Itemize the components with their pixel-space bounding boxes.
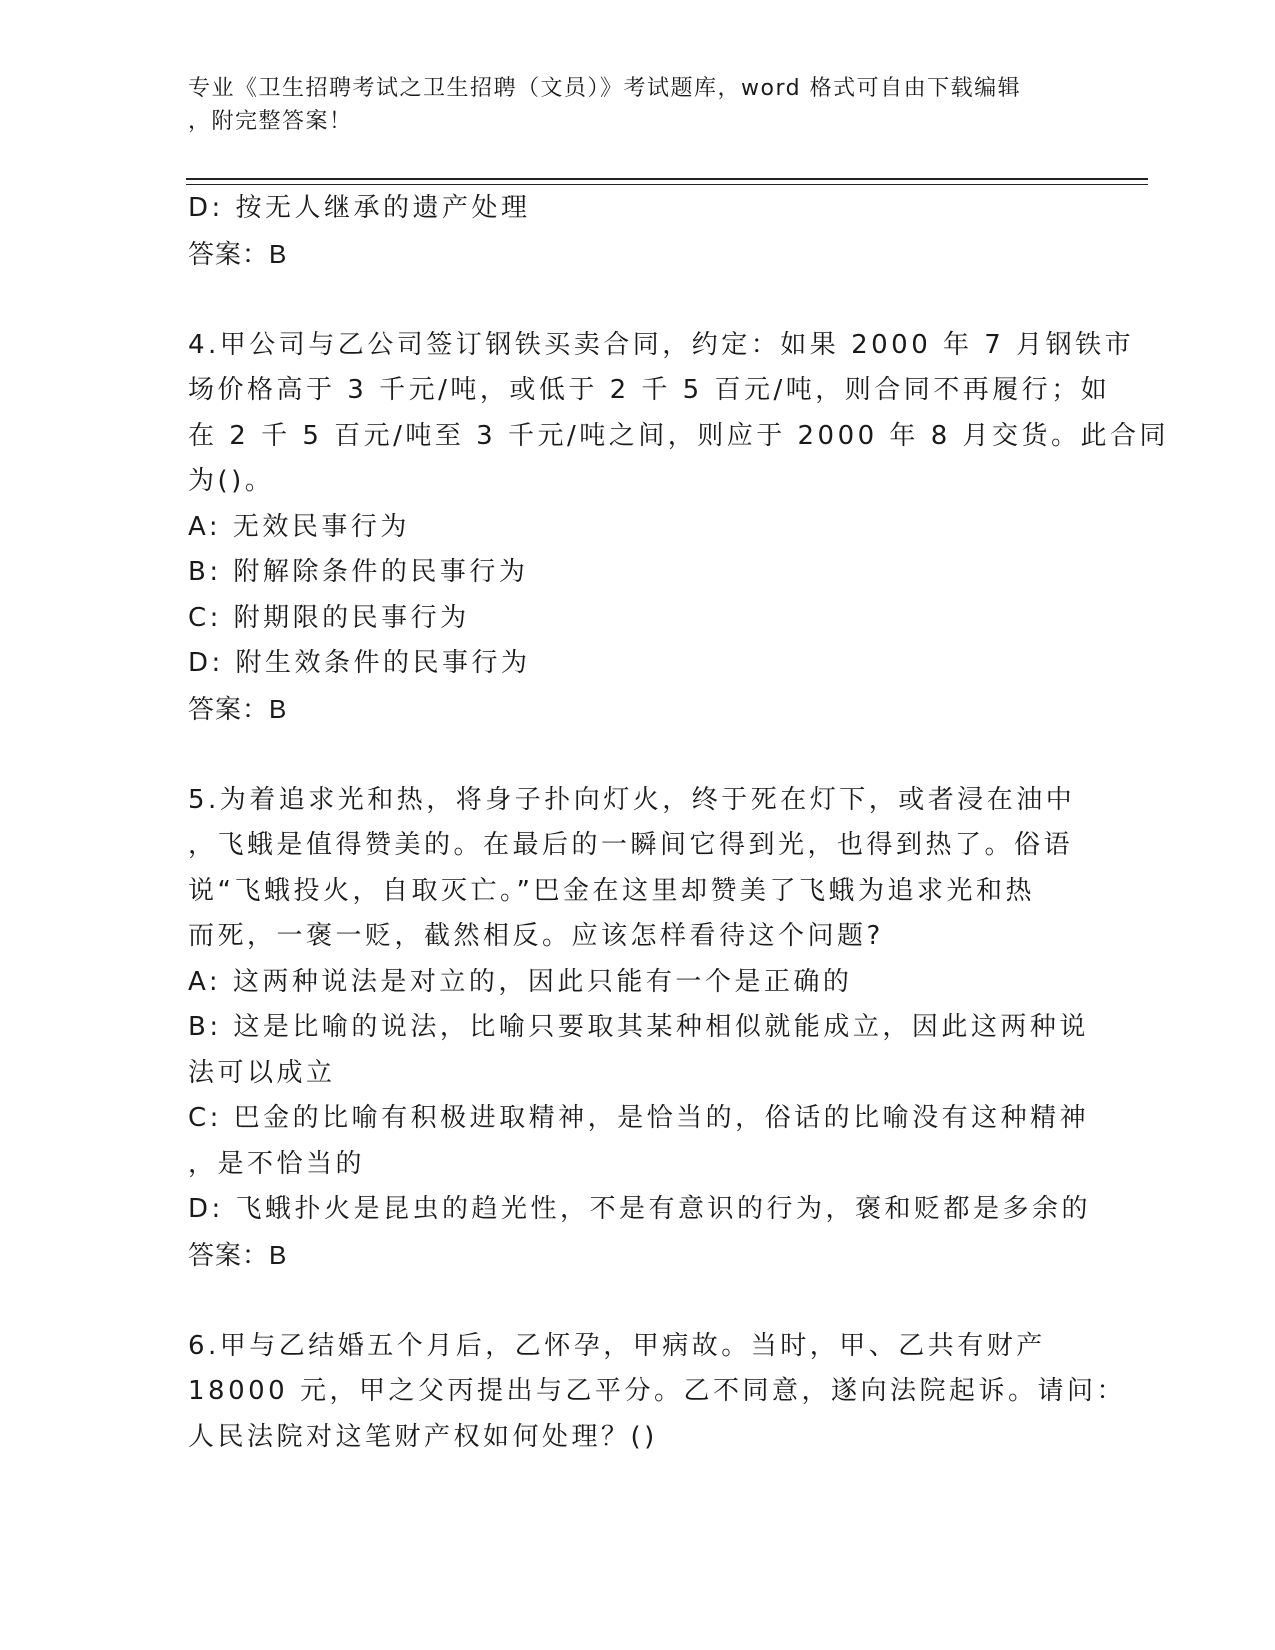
question-text-line: 而死，一褒一贬，截然相反。应该怎样看待这个问题?	[188, 921, 884, 951]
spacer	[188, 1278, 1088, 1324]
question-text-line: 说“飞蛾投火，自取灭亡。”巴金在这里却赞美了飞蛾为追求光和热	[188, 875, 1035, 906]
header-line-2: ，附完整答案！	[188, 109, 353, 134]
header-rule-thick	[186, 178, 1148, 180]
option-d: D: 按无人继承的遗产处理	[188, 193, 531, 223]
option-c: C: 附期限的民事行为	[188, 602, 470, 633]
question-5	[188, 778, 1092, 1279]
header-line-1: 专业《卫生招聘考试之卫生招聘（文员）》考试题库，word 格式可自由下载编辑	[188, 76, 1022, 101]
spacer	[188, 732, 1088, 778]
question-text-line: 在 2 千 5 百元/吨至 3 千元/吨之间，则应于 2000 年 8 月交货。此合同	[188, 420, 1170, 451]
question-text-line: 为()。	[188, 466, 275, 496]
question-4	[188, 323, 1170, 733]
option-a: A: 无效民事行为	[188, 511, 410, 542]
question-text-line: 4.甲公司与乙公司签订钢铁买卖合同，约定：如果 2000 年 7 月钢铁市	[188, 329, 1135, 360]
question-text-line: 6.甲与乙结婚五个月后，乙怀孕，甲病故。当时，甲、乙共有财产	[188, 1330, 1046, 1361]
question-text-line: 18000 元，甲之父丙提出与乙平分。乙不同意，遂向法院起诉。请问：	[188, 1376, 1126, 1406]
option-d: D: 附生效条件的民事行为	[188, 648, 531, 678]
option-b: B: 附解除条件的民事行为	[188, 557, 529, 587]
header-rule-thin	[186, 184, 1148, 185]
document-header	[188, 72, 1088, 138]
question-text-line: 人民法院对这笔财产权如何处理？()	[188, 1421, 658, 1452]
question-6	[188, 1324, 1126, 1461]
question-text-line: 场价格高于 3 千元/吨，或低于 2 千 5 百元/吨，则合同不再履行；如	[188, 375, 1111, 405]
answer: 答案：B	[188, 1239, 288, 1270]
option-a: A: 这两种说法是对立的，因此只能有一个是正确的	[188, 966, 853, 997]
option-c-continued: ，是不恰当的	[188, 1148, 366, 1179]
question-text-line: ，飞蛾是值得赞美的。在最后的一瞬间它得到光，也得到热了。俗语	[188, 830, 1074, 860]
answer: 答案：B	[188, 693, 288, 724]
option-d: D: 飞蛾扑火是昆虫的趋光性，不是有意识的行为，褒和贬都是多余的	[188, 1194, 1092, 1224]
spacer	[188, 277, 1088, 323]
question-text-line: 5.为着追求光和热，将身子扑向灯火，终于死在灯下，或者浸在油中	[188, 784, 1076, 815]
answer: 答案：B	[188, 238, 288, 269]
option-b: B: 这是比喻的说法，比喻只要取其某种相似就能成立，因此这两种说	[188, 1012, 1089, 1042]
option-b-continued: 法可以成立	[188, 1057, 336, 1088]
question-3-tail	[188, 186, 1088, 277]
option-c: C: 巴金的比喻有积极进取精神，是恰当的，俗话的比喻没有这种精神	[188, 1103, 1090, 1133]
document-body	[188, 186, 1170, 1460]
